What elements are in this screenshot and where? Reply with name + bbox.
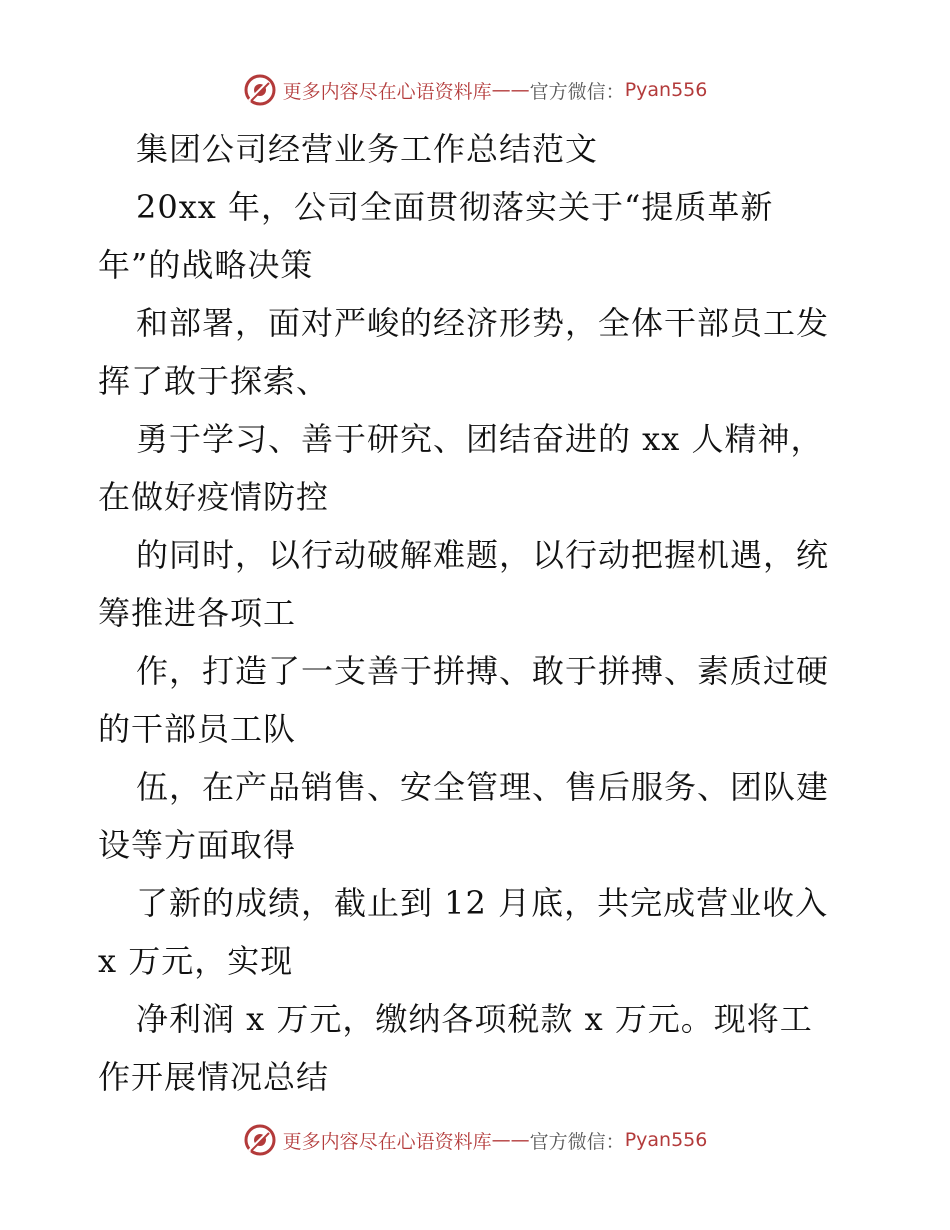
body-line: 的同时，以行动破解难题，以行动把握机遇，统 xyxy=(136,536,830,574)
body-line: 伍，在产品销售、安全管理、售后服务、团队建 xyxy=(136,768,830,806)
watermark-separator: —— xyxy=(491,1129,530,1151)
brand-logo-icon xyxy=(243,73,277,107)
body-line: 了新的成绩，截止到 12 月底，共完成营业收入 xyxy=(136,884,829,922)
brand-logo-icon xyxy=(243,1123,277,1157)
watermark-header xyxy=(0,70,950,110)
body-line: 勇于学习、善于研究、团结奋进的 xx 人精神， xyxy=(136,420,824,458)
body-line: 年”的战略决策 xyxy=(98,246,314,284)
watermark-separator: —— xyxy=(491,79,530,101)
watermark-brand-text: 更多内容尽在心语资料库 xyxy=(282,1130,492,1153)
body-line: 在做好疫情防控 xyxy=(98,478,330,516)
body-line: 作，打造了一支善于拼搏、敢于拼搏、素质过硬 xyxy=(136,652,830,690)
watermark-handle: Pyan556 xyxy=(624,79,708,101)
watermark-brand-text: 更多内容尽在心语资料库 xyxy=(282,80,492,103)
body-line: 和部署，面对严峻的经济形势，全体干部员工发 xyxy=(136,304,830,342)
body-line: 作开展情况总结 xyxy=(98,1058,330,1096)
body-line: 挥了敢于探索、 xyxy=(98,362,330,400)
body-line: 设等方面取得 xyxy=(98,826,297,864)
body-line: x 万元，实现 xyxy=(98,942,294,980)
body-line: 的干部员工队 xyxy=(98,710,297,748)
watermark-wechat-label: 官方微信： xyxy=(529,1130,625,1153)
body-line: 20xx 年，公司全面贯彻落实关于“提质革新 xyxy=(136,188,774,226)
body-line: 筹推进各项工 xyxy=(98,594,297,632)
watermark-footer xyxy=(0,1120,950,1160)
document-title: 集团公司经营业务工作总结范文 xyxy=(136,130,599,168)
watermark-wechat-label: 官方微信： xyxy=(529,80,625,103)
watermark-handle: Pyan556 xyxy=(624,1129,708,1151)
document-body xyxy=(98,120,858,1106)
body-line: 净利润 x 万元，缴纳各项税款 x 万元。现将工 xyxy=(136,1000,813,1038)
